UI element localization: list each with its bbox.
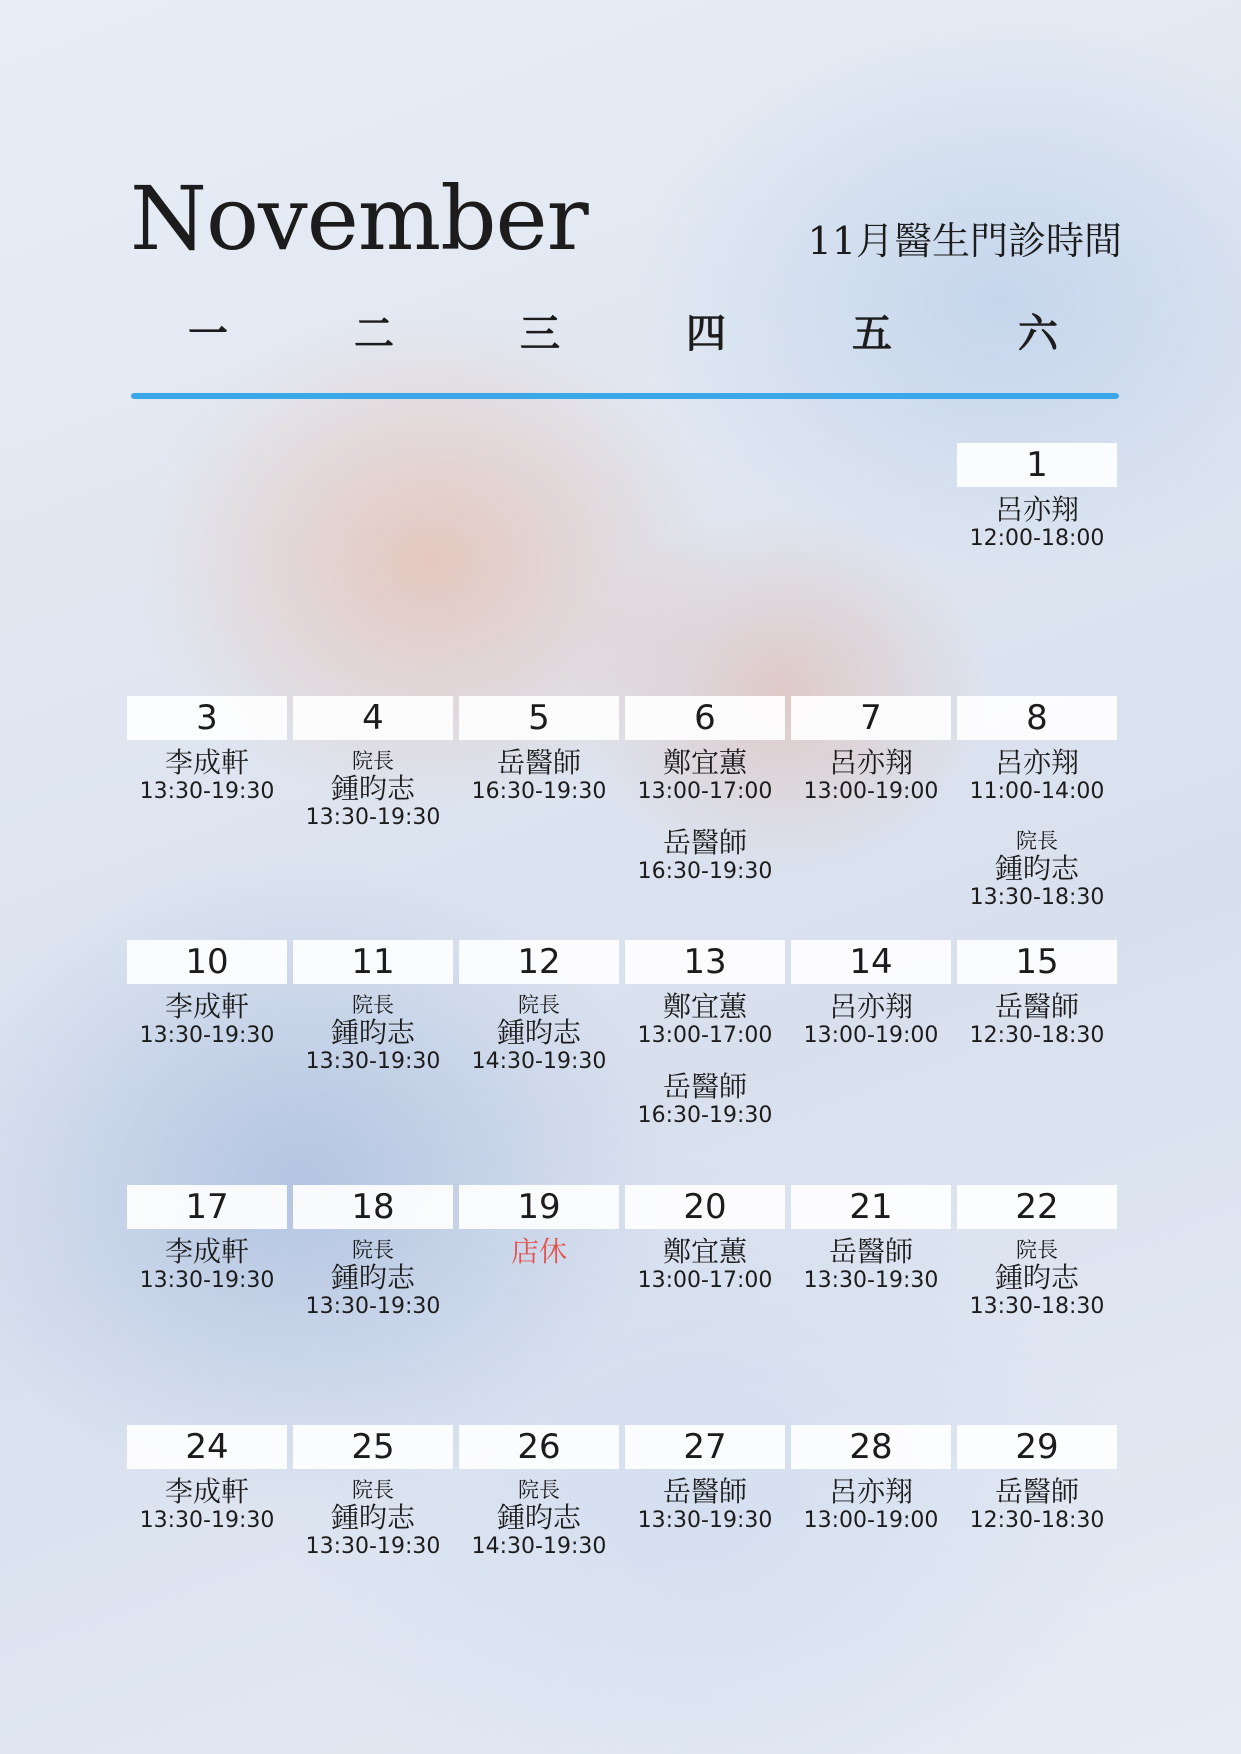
shift-time: 13:00-17:00 [637, 1023, 773, 1048]
doctor-shift [957, 1237, 1117, 1321]
day-cell [625, 940, 785, 1152]
day-number: 6 [625, 696, 785, 740]
shift-time: 13:00-19:00 [803, 779, 939, 804]
doctor-name: 岳醫師 [662, 1070, 747, 1103]
day-number: 1 [957, 443, 1117, 487]
weekday-thu: 四 [686, 311, 726, 357]
day-number: 3 [127, 696, 287, 740]
day-cell [957, 1425, 1117, 1557]
doctor-name: 鍾昀志 [330, 1501, 415, 1534]
day-cell [293, 940, 453, 1098]
day-number: 8 [957, 696, 1117, 740]
doctor-shift [625, 1072, 785, 1130]
shift-time: 13:00-17:00 [637, 1268, 773, 1293]
doctor-role: 院長 [352, 1238, 394, 1262]
doctor-shift [625, 748, 785, 806]
day-cell [127, 1185, 287, 1317]
shift-time: 16:30-19:30 [637, 1103, 773, 1128]
shift-time: 12:30-18:30 [969, 1023, 1105, 1048]
doctor-shift [957, 495, 1117, 553]
shift-time: 13:00-17:00 [637, 779, 773, 804]
shift-time: 13:30-19:30 [305, 805, 441, 830]
day-number: 15 [957, 940, 1117, 984]
doctor-name: 呂亦翔 [828, 746, 913, 779]
doctor-shift [625, 992, 785, 1050]
shift-time: 13:30-19:30 [305, 1294, 441, 1319]
shift-time: 13:30-19:30 [139, 1268, 275, 1293]
day-number: 28 [791, 1425, 951, 1469]
doctor-name: 李成軒 [164, 1235, 249, 1268]
doctor-shift [127, 1237, 287, 1295]
shift-time: 13:30-19:30 [139, 1023, 275, 1048]
day-number: 22 [957, 1185, 1117, 1229]
day-cell [957, 940, 1117, 1072]
day-cell [459, 1185, 619, 1267]
day-cell [127, 940, 287, 1072]
doctor-name: 岳醫師 [994, 1475, 1079, 1508]
day-cell [293, 696, 453, 854]
doctor-shift [791, 1477, 951, 1535]
doctor-shift [791, 992, 951, 1050]
day-cell [625, 1185, 785, 1317]
shift-time: 13:00-19:00 [803, 1508, 939, 1533]
doctor-shift [957, 992, 1117, 1050]
shift-time: 14:30-19:30 [471, 1049, 607, 1074]
day-number: 26 [459, 1425, 619, 1469]
doctor-role: 院長 [352, 1478, 394, 1502]
doctor-name: 呂亦翔 [828, 990, 913, 1023]
doctor-name: 呂亦翔 [994, 493, 1079, 526]
day-cell [791, 1425, 951, 1557]
doctor-name: 呂亦翔 [828, 1475, 913, 1508]
doctor-name: 岳醫師 [662, 826, 747, 859]
day-number: 21 [791, 1185, 951, 1229]
weekday-fri: 五 [852, 311, 892, 357]
day-number: 29 [957, 1425, 1117, 1469]
weekday-tue: 二 [354, 311, 394, 357]
day-cell [791, 696, 951, 828]
shift-time: 12:30-18:30 [969, 1508, 1105, 1533]
doctor-name: 鄭宜蕙 [662, 1235, 747, 1268]
doctor-name: 鍾昀志 [330, 1261, 415, 1294]
doctor-shift [625, 1237, 785, 1295]
day-cell [957, 443, 1117, 575]
day-number: 11 [293, 940, 453, 984]
day-number: 12 [459, 940, 619, 984]
doctor-shift [625, 828, 785, 886]
day-cell [127, 696, 287, 828]
day-number: 14 [791, 940, 951, 984]
doctor-role: 院長 [352, 749, 394, 773]
day-number: 19 [459, 1185, 619, 1229]
day-cell [791, 1185, 951, 1317]
day-number: 20 [625, 1185, 785, 1229]
doctor-name: 岳醫師 [496, 746, 581, 779]
doctor-name: 鍾昀志 [330, 1016, 415, 1049]
doctor-role: 院長 [1016, 829, 1058, 853]
day-cell [459, 696, 619, 828]
doctor-name: 鍾昀志 [330, 772, 415, 805]
doctor-shift [459, 992, 619, 1076]
doctor-shift [791, 748, 951, 806]
shift-time: 14:30-19:30 [471, 1534, 607, 1559]
day-cell [791, 940, 951, 1072]
doctor-name: 李成軒 [164, 746, 249, 779]
shift-time: 16:30-19:30 [637, 859, 773, 884]
day-cell [127, 1425, 287, 1557]
doctor-shift [791, 1237, 951, 1295]
schedule-subtitle: 11月醫生門診時間 [807, 219, 1122, 263]
weekday-sat: 六 [1018, 311, 1058, 357]
shift-time: 13:30-19:30 [305, 1534, 441, 1559]
doctor-role: 院長 [1016, 1238, 1058, 1262]
day-cell [625, 696, 785, 908]
day-number: 13 [625, 940, 785, 984]
day-cell [459, 1425, 619, 1583]
day-cell [293, 1425, 453, 1583]
doctor-name: 岳醫師 [828, 1235, 913, 1268]
doctor-shift [293, 748, 453, 832]
shift-time: 13:30-19:30 [803, 1268, 939, 1293]
shift-time: 13:00-19:00 [803, 1023, 939, 1048]
doctor-name: 呂亦翔 [994, 746, 1079, 779]
shift-time: 13:30-19:30 [139, 1508, 275, 1533]
day-number: 25 [293, 1425, 453, 1469]
doctor-name: 岳醫師 [662, 1475, 747, 1508]
doctor-name: 鍾昀志 [496, 1501, 581, 1534]
doctor-shift [127, 992, 287, 1050]
shift-time: 12:00-18:00 [969, 526, 1105, 551]
day-number: 18 [293, 1185, 453, 1229]
day-cell [957, 1185, 1117, 1343]
weekday-wed: 三 [520, 311, 560, 357]
day-cell [293, 1185, 453, 1343]
doctor-role: 院長 [352, 993, 394, 1017]
doctor-shift [293, 1237, 453, 1321]
day-number: 10 [127, 940, 287, 984]
doctor-shift [127, 1477, 287, 1535]
day-number: 24 [127, 1425, 287, 1469]
day-number: 4 [293, 696, 453, 740]
doctor-shift [625, 1477, 785, 1535]
shift-time: 13:30-18:30 [969, 885, 1105, 910]
day-number: 7 [791, 696, 951, 740]
doctor-shift [459, 748, 619, 806]
doctor-name: 鄭宜蕙 [662, 746, 747, 779]
month-title: November [130, 167, 588, 270]
doctor-name: 鍾昀志 [496, 1016, 581, 1049]
doctor-shift [957, 748, 1117, 806]
day-cell [625, 1425, 785, 1557]
doctor-role: 院長 [518, 1478, 560, 1502]
doctor-name: 李成軒 [164, 1475, 249, 1508]
shift-time: 13:30-19:30 [139, 779, 275, 804]
shift-time: 13:30-19:30 [637, 1508, 773, 1533]
day-cell [957, 696, 1117, 934]
day-number: 5 [459, 696, 619, 740]
day-number: 27 [625, 1425, 785, 1469]
shift-time: 11:00-14:00 [969, 779, 1105, 804]
doctor-shift [293, 992, 453, 1076]
doctor-shift [293, 1477, 453, 1561]
weekday-mon: 一 [188, 311, 228, 357]
doctor-shift [127, 748, 287, 806]
doctor-name: 鄭宜蕙 [662, 990, 747, 1023]
doctor-name: 鍾昀志 [994, 852, 1079, 885]
day-cell [459, 940, 619, 1098]
doctor-name: 鍾昀志 [994, 1261, 1079, 1294]
shift-time: 16:30-19:30 [471, 779, 607, 804]
doctor-shift [957, 828, 1117, 912]
doctor-shift [459, 1477, 619, 1561]
day-number: 17 [127, 1185, 287, 1229]
doctor-name: 岳醫師 [994, 990, 1079, 1023]
doctor-shift [957, 1477, 1117, 1535]
shift-time: 13:30-18:30 [969, 1294, 1105, 1319]
closed-label: 店休 [510, 1235, 567, 1268]
doctor-name: 李成軒 [164, 990, 249, 1023]
doctor-role: 院長 [518, 993, 560, 1017]
shift-time: 13:30-19:30 [305, 1049, 441, 1074]
